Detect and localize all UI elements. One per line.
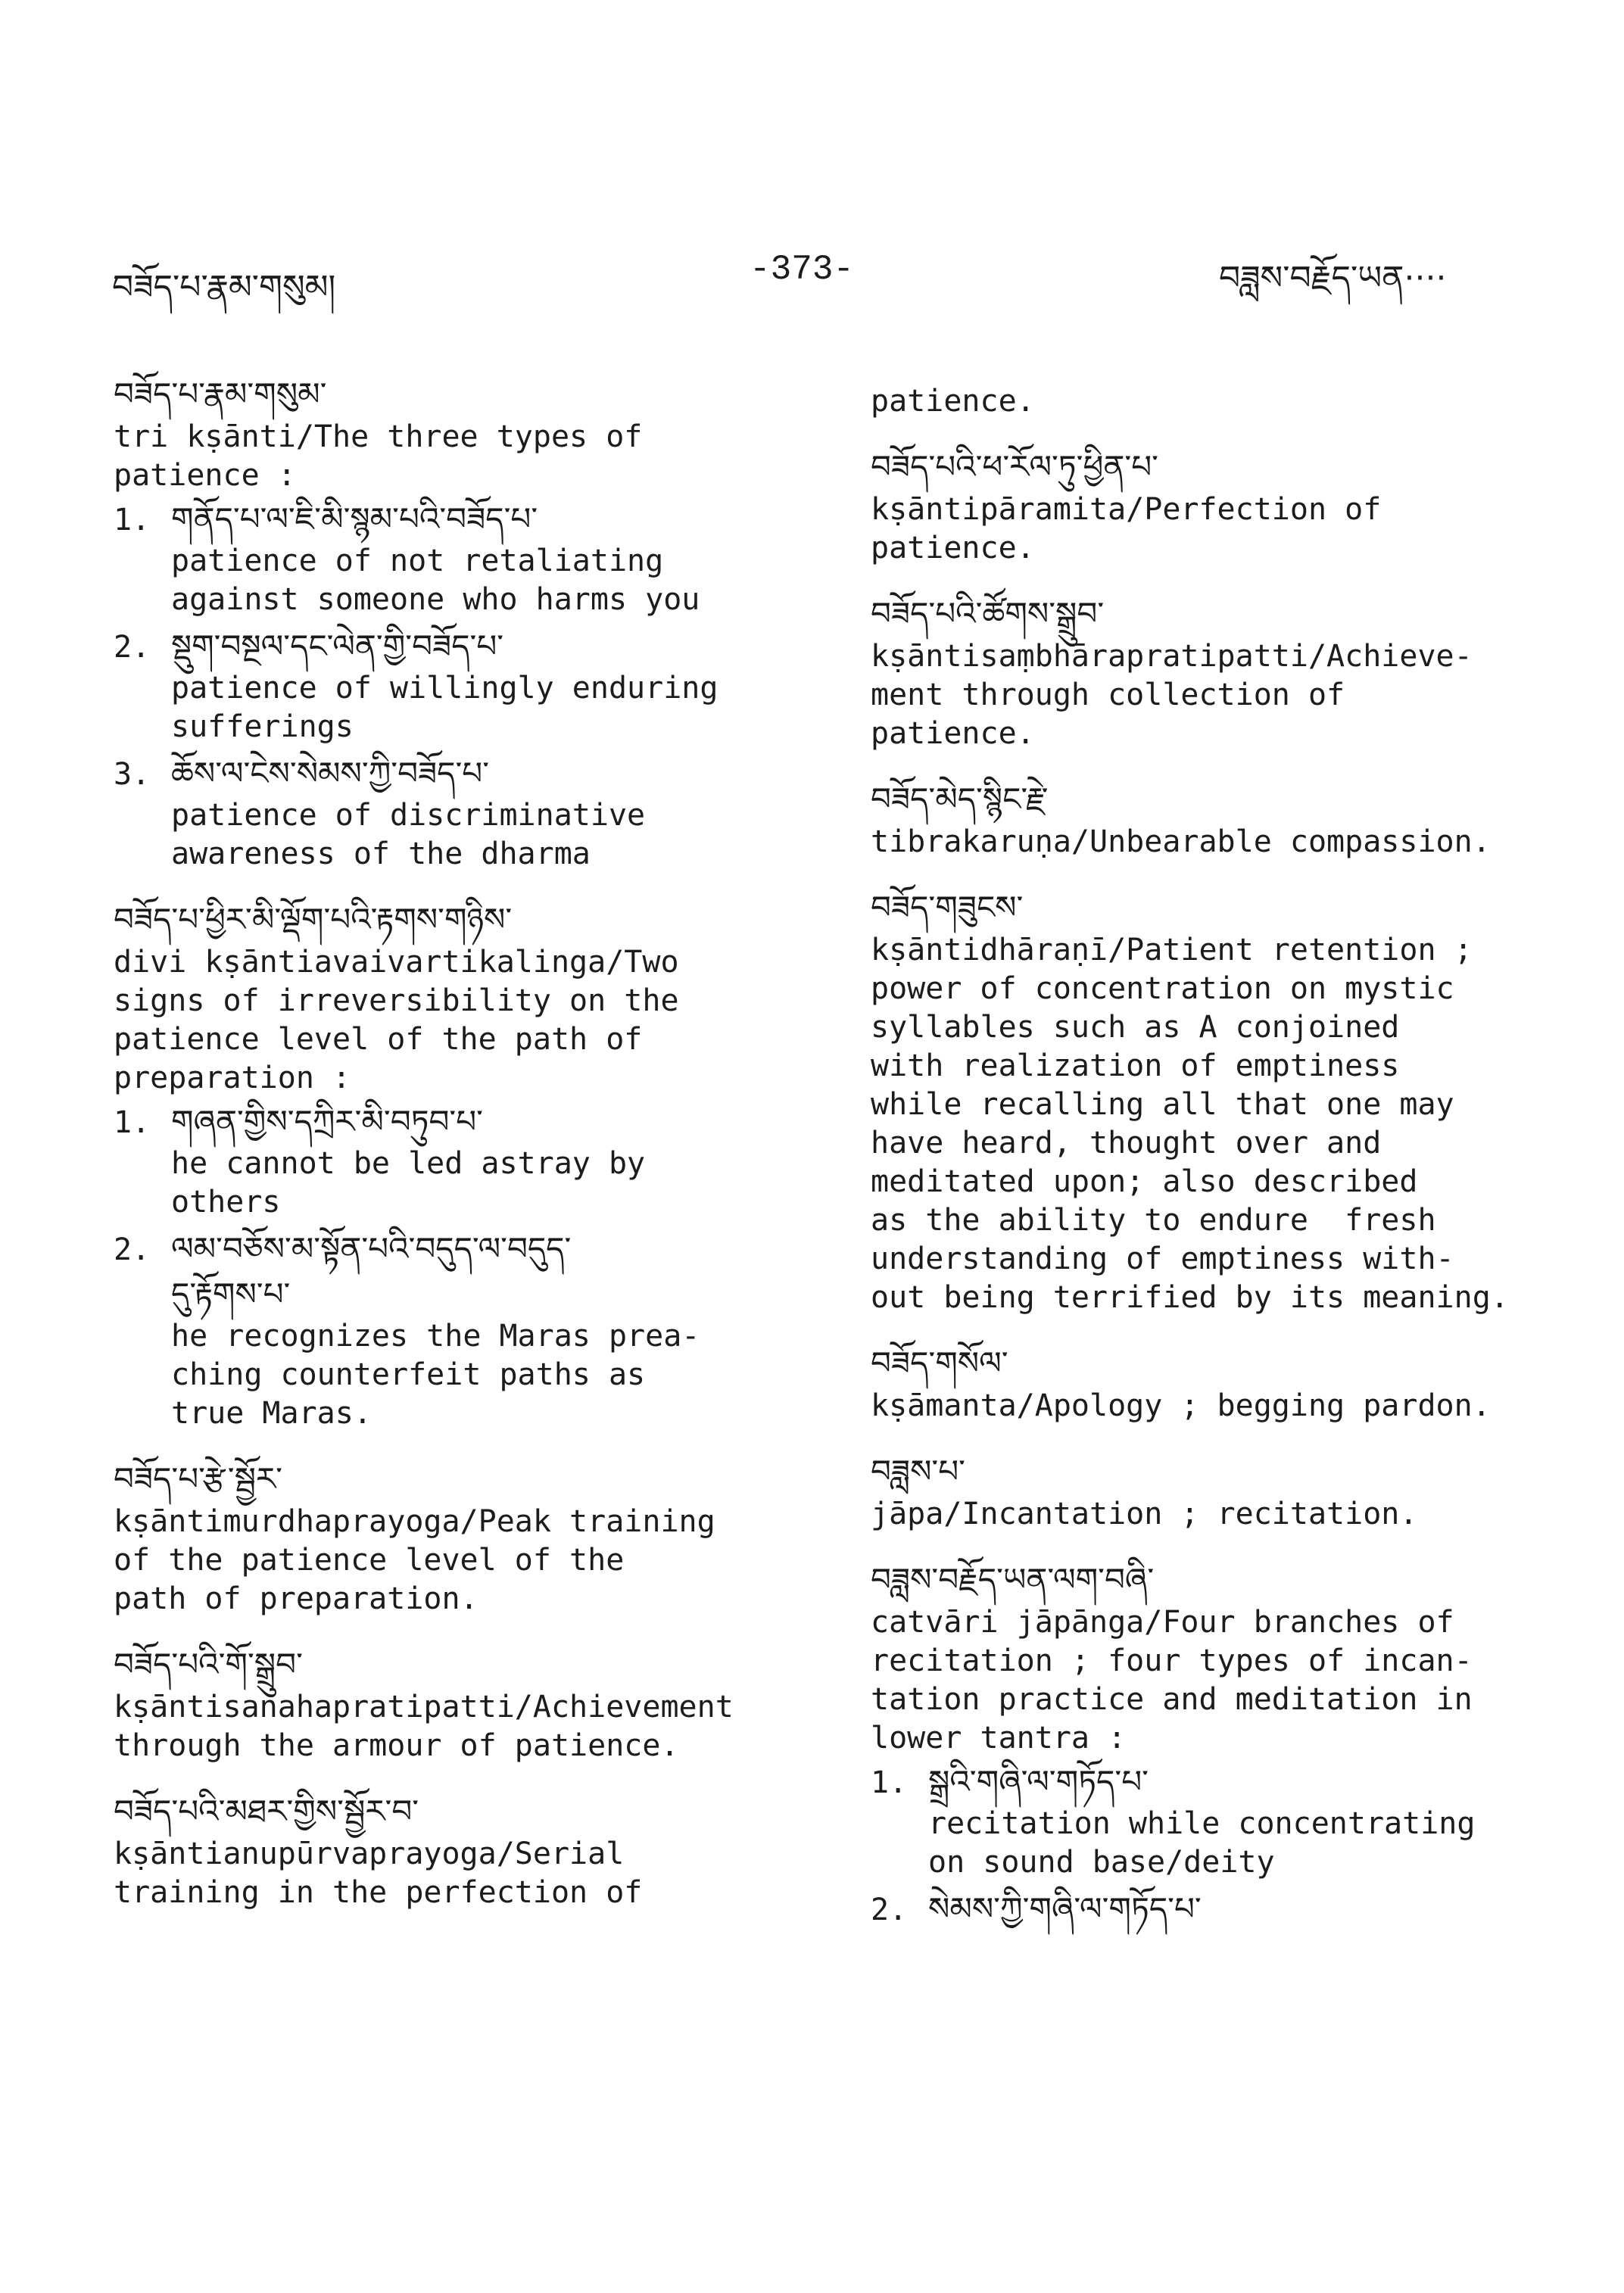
list-item — [871, 1886, 1552, 1932]
left-column — [114, 371, 795, 1935]
tibetan-headword: བཟོད་གསོལ་ — [871, 1344, 1008, 1382]
item-number: 1. — [871, 1765, 908, 1800]
definition-line: syllables such as A conjoined — [871, 1010, 1400, 1045]
tibetan-term: ལམ་བཅོས་མ་སྟོན་པའི་བདུད་ལ་བདུད་ — [171, 1230, 572, 1267]
running-header-right: བཟླས་བརྗོད་ཡན···· — [1219, 259, 1447, 298]
definition-line: patience. — [871, 531, 1035, 565]
item-line: sufferings — [171, 709, 354, 744]
glossary-entry — [114, 896, 795, 1433]
item-line: patience of discriminative — [171, 798, 646, 833]
tibetan-headword: བཟོད་པའི་ཚོགས་སྒྲུབ་ — [871, 595, 1105, 632]
list-item — [871, 1759, 1552, 1882]
glossary-entry — [871, 1340, 1552, 1425]
glossary-entry-continuation — [871, 382, 1552, 421]
definition-line: signs of irreversibility on the — [114, 983, 679, 1018]
definition-line: kṣāntianupūrvaprayoga/Serial — [114, 1837, 625, 1871]
list-item — [114, 751, 795, 874]
definition-line: understanding of emptiness with- — [871, 1242, 1454, 1276]
tibetan-headword: བཟོད་པའི་མཐར་གྱིས་སྦྱོར་བ་ — [114, 1793, 419, 1830]
glossary-entry — [871, 884, 1552, 1317]
item-number: 3. — [114, 757, 151, 792]
definition-line: have heard, thought over and — [871, 1126, 1382, 1161]
tibetan-term: གཞན་གྱིས་དཀྲིར་མི་བཏུབ་པ་ — [171, 1103, 483, 1140]
tibetan-headword: བཟོད་པ་རྣམ་གསུམ་ — [114, 375, 327, 413]
definition-line: kṣāntidhāraṇī/Patient retention ; — [871, 933, 1473, 967]
glossary-entry — [871, 1556, 1552, 1932]
glossary-entry — [871, 590, 1552, 753]
numbered-list — [114, 1099, 795, 1433]
item-line: others — [171, 1185, 281, 1220]
page-number: -373- — [750, 250, 855, 289]
item-line: awareness of the dharma — [171, 837, 591, 871]
tibetan-headword: བཟླས་པ་ — [871, 1453, 965, 1490]
list-item — [114, 497, 795, 619]
definition-line: divi kṣāntiavaivartikalinga/Two — [114, 945, 679, 980]
tibetan-term: ཆོས་ལ་ངེས་སེམས་ཀྱི་བཟོད་པ་ — [171, 755, 490, 792]
glossary-entry — [114, 1788, 795, 1912]
tibetan-headword: བཟླས་བརྗོད་ཡན་ལག་བཞི་ — [871, 1561, 1155, 1598]
item-number: 2. — [871, 1893, 908, 1927]
glossary-entry — [114, 371, 795, 874]
definition-line: path of preparation. — [114, 1581, 478, 1616]
item-line: on sound base/deity — [928, 1845, 1275, 1880]
definition-line: as the ability to endure fresh — [871, 1203, 1436, 1238]
list-item — [114, 1099, 795, 1222]
definition-line: kṣāntimurdhaprayoga/Peak training — [114, 1504, 715, 1539]
item-line: recitation while concentrating — [928, 1806, 1476, 1841]
definition-line: patience. — [871, 716, 1035, 751]
definition-line: training in the perfection of — [114, 1875, 643, 1910]
glossary-entry — [114, 1456, 795, 1618]
glossary-entry — [871, 1448, 1552, 1534]
tibetan-term: སེམས་ཀྱི་གཞི་ལ་གཏོད་པ་ — [928, 1890, 1202, 1927]
definition-line: while recalling all that one may — [871, 1087, 1454, 1122]
definition-line: jāpa/Incantation ; recitation. — [871, 1497, 1418, 1531]
item-number: 1. — [114, 503, 151, 537]
item-line: patience of willingly enduring — [171, 671, 718, 706]
definition-line: meditated upon; also described — [871, 1164, 1418, 1199]
definition-line: preparation : — [114, 1061, 351, 1095]
running-header-left: བཟོད་པ་རྣམ་གསུམ། — [112, 268, 336, 307]
definition-line: lower tantra : — [871, 1721, 1127, 1756]
item-number: 1. — [114, 1105, 151, 1140]
definition-line: kṣāntipāramita/Perfection of — [871, 492, 1382, 527]
item-number: 2. — [114, 1232, 151, 1267]
glossary-entry — [871, 776, 1552, 861]
tibetan-term: སྒྲའི་གཞི་ལ་གཏོད་པ་ — [928, 1763, 1149, 1800]
definition-line: tri kṣānti/The three types of — [114, 419, 643, 454]
definition-line: recitation ; four types of incan- — [871, 1643, 1473, 1678]
list-item — [114, 624, 795, 746]
tibetan-headword: བཟོད་མེད་སྙིང་རྗེ་ — [871, 780, 1049, 818]
tibetan-headword: བཟོད་པའི་གོ་སྒྲུབ་ — [114, 1646, 303, 1683]
item-line: true Maras. — [171, 1396, 372, 1431]
item-line: against someone who harms you — [171, 582, 700, 617]
definition-line: tation practice and meditation in — [871, 1682, 1473, 1717]
definition-line: patience : — [114, 458, 296, 493]
numbered-list — [114, 497, 795, 874]
glossary-entry — [871, 444, 1552, 568]
definition-line: with realization of emptiness — [871, 1048, 1400, 1083]
definition-line: catvāri jāpānga/Four branches of — [871, 1605, 1454, 1640]
definition-line: kṣāntisaṃbhārapratipatti/Achieve- — [871, 639, 1473, 674]
definition-line: of the patience level of the — [114, 1543, 625, 1578]
glossary-entry — [114, 1641, 795, 1765]
definition-line: tibrakaruṇa/Unbearable compassion. — [871, 824, 1491, 859]
tibetan-headword: བཟོད་པ་ཕྱིར་མི་ལྡོག་པའི་རྟགས་གཉིས་ — [114, 901, 513, 938]
definition-line: kṣāmanta/Apology ; begging pardon. — [871, 1388, 1491, 1423]
tibetan-headword: བཟོད་གཟུངས་ — [871, 889, 1024, 926]
right-column — [871, 382, 1552, 1955]
definition-line: patience level of the path of — [114, 1022, 643, 1057]
definition-line: kṣāntisanahapratipatti/Achievement — [114, 1690, 734, 1724]
item-number: 2. — [114, 630, 151, 665]
definition-line: patience. — [871, 384, 1035, 419]
definition-line: power of concentration on mystic — [871, 971, 1454, 1006]
tibetan-term: གནོད་པ་ལ་ཇི་མི་སྙམ་པའི་བཟོད་པ་ — [171, 500, 538, 537]
list-item — [114, 1226, 795, 1433]
item-line: patience of not retaliating — [171, 544, 664, 578]
tibetan-headword: བཟོད་པའི་ཕ་རོལ་ཏུ་ཕྱིན་པ་ — [871, 448, 1158, 485]
item-line: he recognizes the Maras prea- — [171, 1319, 700, 1354]
item-line: he cannot be led astray by — [171, 1146, 646, 1181]
numbered-list — [871, 1759, 1552, 1932]
tibetan-headword: བཟོད་པ་རྩེ་སྦྱོར་ — [114, 1460, 282, 1497]
item-line: ching counterfeit paths as — [171, 1357, 646, 1392]
definition-line: ment through collection of — [871, 678, 1345, 712]
tibetan-term: སྡུག་བསྔལ་དང་ལེན་གྱི་བཟོད་པ་ — [171, 628, 504, 665]
definition-line: out being terrified by its meaning. — [871, 1280, 1509, 1315]
definition-line: through the armour of patience. — [114, 1728, 679, 1763]
tibetan-term-continued: དུ་རྟོགས་པ་ — [171, 1276, 291, 1313]
